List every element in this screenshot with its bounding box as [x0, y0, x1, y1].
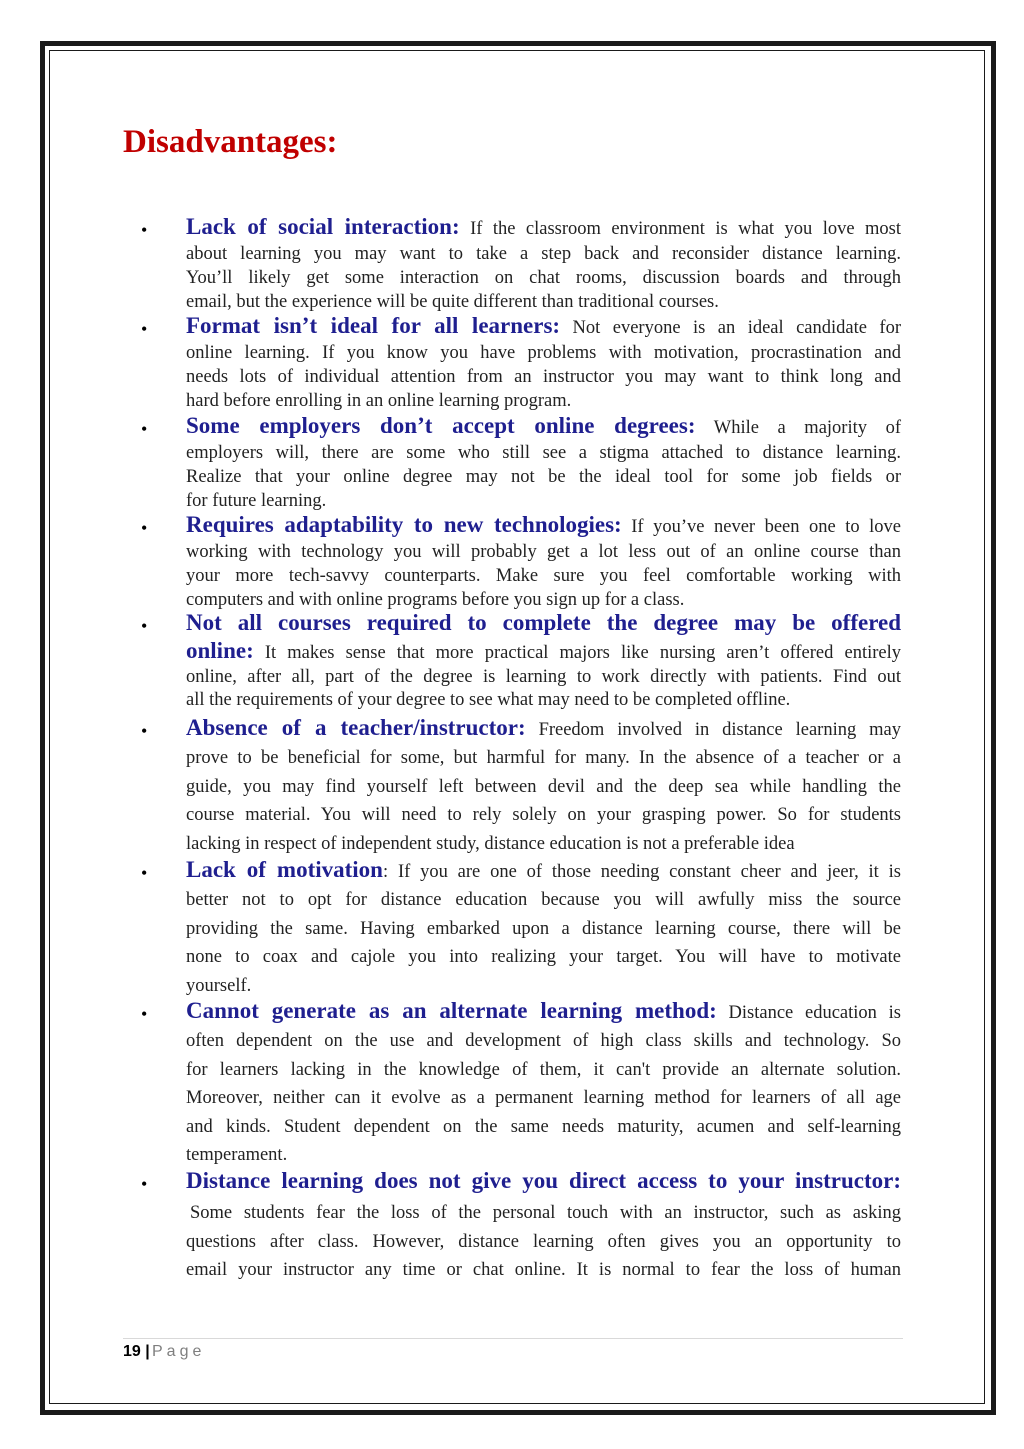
item-text: Not everyone is an ideal candidate for — [572, 318, 902, 338]
item-line: temperament. — [186, 1145, 288, 1165]
item-line: often dependent on the use and development of high class skills and technology. So — [186, 1031, 901, 1051]
item-line: better not to opt for distance education because you will awfully miss the source — [186, 890, 901, 910]
item-term: Requires adaptability to new technologies: — [186, 512, 622, 537]
item-line — [186, 638, 901, 664]
item-term: Some employers don’t accept online degrees: — [186, 413, 696, 438]
item-term: Not all courses required to complete the degree may be offered — [186, 610, 901, 635]
item-line: course material. You will need to rely solely on your grasping power. So for students — [186, 805, 901, 825]
item-line: none to coax and cajole you into realizing your target. You will have to motivate — [186, 947, 901, 967]
item-line — [186, 1168, 901, 1194]
item-line: all the requirements of your degree to see what may need to be completed offline. — [186, 690, 791, 710]
item-line — [186, 512, 901, 538]
item-line: online learning. If you know you have problems with motivation, procrastination and — [186, 343, 901, 363]
item-line: You’ll likely get some interaction on chat rooms, discussion boards and through — [186, 268, 901, 288]
item-line — [186, 214, 901, 240]
item-term: Format isn’t ideal for all learners: — [186, 313, 561, 338]
item-text: Freedom involved in distance learning may — [538, 720, 901, 740]
item-line: Realize that your online degree may not be the ideal tool for some job fields or — [186, 467, 901, 487]
bullet-icon: • — [141, 1004, 148, 1024]
item-line: your more tech-savvy counterparts. Make sure you feel comfortable working with — [186, 566, 901, 586]
bullet-icon: • — [141, 518, 148, 538]
item-line: employers will, there are some who still see a stigma attached to distance learning. — [186, 443, 901, 463]
bullet-icon: • — [141, 721, 148, 741]
bullet-icon: • — [141, 220, 148, 240]
item-text: It makes sense that more practical majors like nursing aren’t offered entirely — [264, 643, 902, 663]
item-line: lacking in respect of independent study, distance education is not a preferable idea — [186, 834, 795, 854]
bullet-icon: • — [141, 419, 148, 439]
item-line: email, but the experience will be quite different than traditional courses. — [186, 292, 719, 312]
item-line: for learners lacking in the knowledge of them, it can't provide an alternate solution. — [186, 1060, 901, 1080]
item-line: providing the same. Having embarked upon a distance learning course, there will be — [186, 919, 901, 939]
item-line: and kinds. Student dependent on the same needs maturity, acumen and self-learning — [186, 1117, 901, 1137]
item-line: computers and with online programs before you sign up for a class. — [186, 590, 685, 610]
item-line: about learning you may want to take a step back and reconsider distance learning. — [186, 244, 901, 264]
item-text: Distance education is — [728, 1003, 901, 1023]
bullet-icon: • — [141, 616, 148, 636]
item-line: email your instructor any time or chat online. It is normal to fear the loss of human — [186, 1260, 901, 1280]
item-text: While a majority of — [713, 418, 901, 438]
page-number: 19 | — [123, 1343, 150, 1360]
item-term: online: — [186, 638, 254, 663]
page-label: Page — [152, 1343, 206, 1360]
footer-divider — [123, 1338, 903, 1339]
item-term: Distance learning does not give you direct access to your instructor: — [186, 1168, 901, 1193]
item-line — [186, 413, 901, 439]
item-line: working with technology you will probably get a lot less out of an online course than — [186, 542, 901, 562]
item-line: needs lots of individual attention from an instructor you may want to think long and — [186, 367, 901, 387]
item-term: Absence of a teacher/instructor: — [186, 715, 526, 740]
item-line: guide, you may find yourself left between devil and the deep sea while handling the — [186, 777, 901, 797]
item-line: Moreover, neither can it evolve as a permanent learning method for learners of all age — [186, 1088, 901, 1108]
item-line: hard before enrolling in an online learning program. — [186, 391, 572, 411]
item-line: prove to be beneficial for some, but harmful for many. In the absence of a teacher or a — [186, 748, 901, 768]
item-line: questions after class. However, distance learning often gives you an opportunity to — [186, 1232, 901, 1252]
item-line: Some students fear the loss of the personal touch with an instructor, such as asking — [190, 1203, 901, 1223]
item-line: for future learning. — [186, 491, 327, 511]
item-line — [186, 857, 901, 883]
item-text: If the classroom environment is what you love most — [470, 219, 902, 239]
item-text: : If you are one of those needing constant cheer and jeer, it is — [382, 862, 901, 882]
bullet-icon: • — [141, 863, 148, 883]
item-line — [186, 998, 901, 1024]
item-line — [186, 610, 901, 636]
bullet-icon: • — [141, 319, 148, 339]
item-term: Lack of motivation — [186, 857, 383, 882]
item-line — [186, 313, 901, 339]
item-term: Cannot generate as an alternate learning method: — [186, 998, 717, 1023]
item-line — [186, 715, 901, 741]
bullet-icon: • — [141, 1174, 148, 1194]
item-term: Lack of social interaction: — [186, 214, 460, 239]
section-heading: Disadvantages: — [123, 124, 338, 160]
item-line: online, after all, part of the degree is learning to work directly with patients. Find out — [186, 667, 901, 687]
item-line: yourself. — [186, 976, 252, 996]
item-text: If you’ve never been one to love — [631, 517, 902, 537]
